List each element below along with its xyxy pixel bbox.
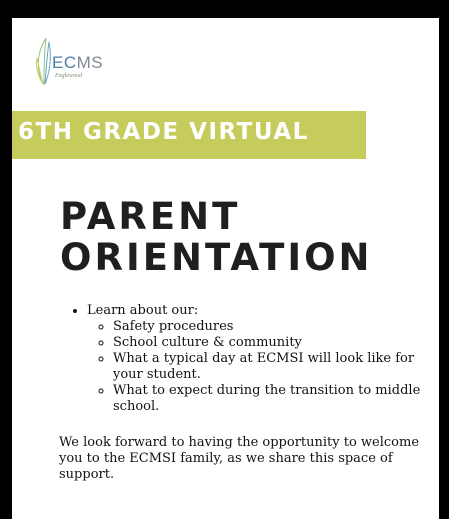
list-intro-text: Learn about our: [87, 303, 199, 318]
list-item: ◦ School culture & community [113, 335, 429, 351]
list-item: ◦ What a typical day at ECMSI will look like for your student. [113, 351, 429, 383]
logo-name-accent: MS [76, 53, 104, 72]
grade-banner [12, 111, 366, 159]
ecms-logo [32, 32, 122, 88]
banner-text: 6TH GRADE VIRTUAL [18, 119, 309, 145]
logo-name-main: EC [52, 53, 77, 72]
list-item: ◦ Safety procedures [113, 319, 429, 335]
content-body [59, 303, 429, 483]
sub-list [87, 319, 429, 415]
title-line-2: ORIENTATION [60, 236, 373, 279]
logo-subtitle: Englewood [55, 73, 82, 79]
list-item-intro [87, 303, 429, 415]
flyer-page [12, 18, 439, 519]
list-item: ◦ What to expect during the transition to middle school. [113, 383, 429, 415]
main-list [59, 303, 429, 415]
page-title [60, 196, 373, 278]
logo-wordmark [52, 53, 103, 73]
closing-paragraph: We look forward to having the opportunity to welcome you to the ECMSI family, as we share this space of support. [59, 435, 420, 482]
title-line-1: PARENT [60, 195, 241, 238]
